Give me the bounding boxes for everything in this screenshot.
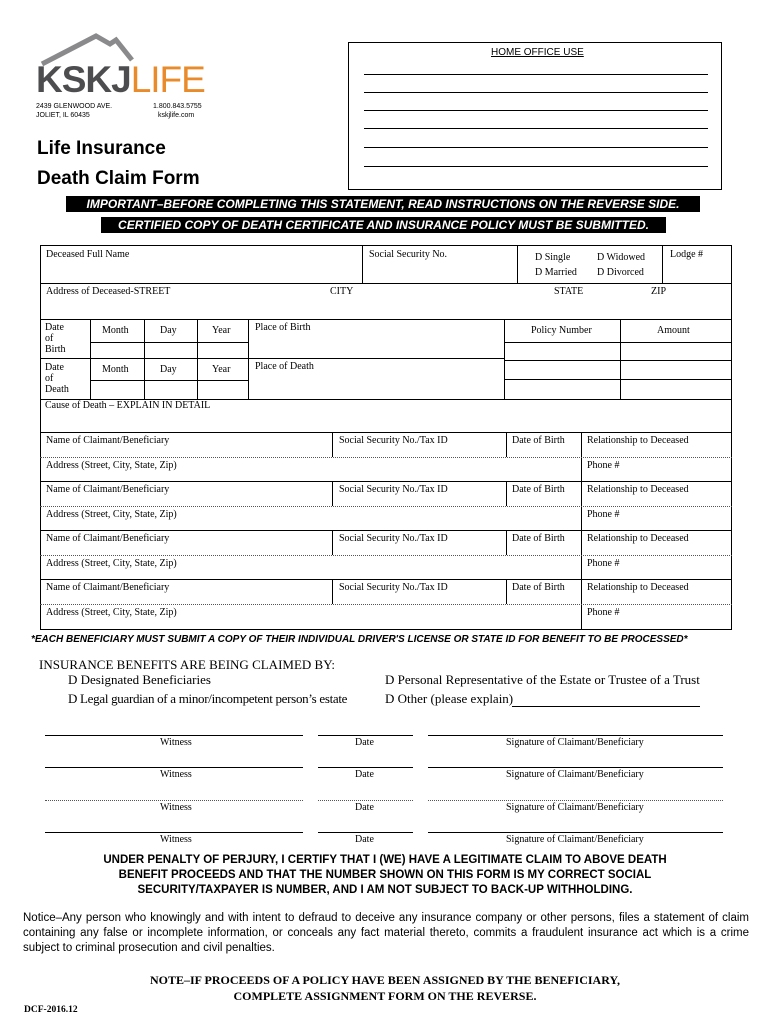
logo-wordmark bbox=[36, 60, 205, 100]
status-single-checkbox[interactable]: D Single bbox=[535, 252, 571, 263]
witness-2-line[interactable] bbox=[45, 767, 303, 768]
claimant-3-name-field[interactable]: Name of Claimant/Beneficiary bbox=[46, 533, 170, 544]
claimant-1-phone-field[interactable]: Phone # bbox=[587, 460, 620, 471]
witness-3-line[interactable] bbox=[45, 800, 303, 801]
beneficiary-id-note: *EACH BENEFICIARY MUST SUBMIT A COPY OF THEIR INDIVIDUAL DRIVER'S LICENSE OR STATE ID FOR BENEFIT TO BE PROCESSED* bbox=[31, 634, 688, 645]
claimant-4-relationship-field[interactable]: Relationship to Deceased bbox=[587, 582, 689, 593]
claimant-4-dob-field[interactable]: Date of Birth bbox=[512, 582, 565, 593]
perjury-line-3: SECURITY/TAXPAYER IS NUMBER, AND I AM NOT SUBJECT TO BACK-UP WITHHOLDING. bbox=[137, 884, 633, 896]
other-explain-input[interactable] bbox=[512, 706, 700, 707]
signature-3-label: Signature of Claimant/Beneficiary bbox=[506, 802, 644, 813]
amount-header: Amount bbox=[657, 325, 690, 336]
claimant-2-ssn-field[interactable]: Social Security No./Tax ID bbox=[339, 484, 448, 495]
claimant-3-address-field[interactable]: Address (Street, City, State, Zip) bbox=[46, 558, 177, 569]
deceased-street-field[interactable]: Address of Deceased-STREET bbox=[46, 286, 171, 297]
policy-number-header: Policy Number bbox=[531, 325, 592, 336]
logo-life: LIFE bbox=[130, 59, 205, 100]
logo-web: kskjlife.com bbox=[158, 112, 195, 119]
signature-1-label: Signature of Claimant/Beneficiary bbox=[506, 737, 644, 748]
signature-2-line[interactable] bbox=[428, 767, 723, 768]
cause-of-death-field[interactable]: Cause of Death – EXPLAIN IN DETAIL bbox=[45, 400, 211, 411]
home-office-line-6[interactable] bbox=[364, 166, 708, 167]
date-of-death-label: Date of Death bbox=[45, 362, 69, 395]
claimant-4-phone-field[interactable]: Phone # bbox=[587, 607, 620, 618]
form-code: DCF-2016.12 bbox=[24, 1005, 78, 1015]
date-2-line[interactable] bbox=[318, 767, 413, 768]
logo-kskj: KSKJ bbox=[36, 59, 131, 100]
claimant-1-relationship-field[interactable]: Relationship to Deceased bbox=[587, 435, 689, 446]
home-office-line-5[interactable] bbox=[364, 147, 708, 148]
claimant-3-phone-field[interactable]: Phone # bbox=[587, 558, 620, 569]
witness-4-line[interactable] bbox=[45, 832, 303, 833]
assignment-note-line-1: NOTE–IF PROCEEDS OF A POLICY HAVE BEEN ASSIGNED BY THE BENEFICIARY, bbox=[149, 973, 621, 987]
signature-1-line[interactable] bbox=[428, 735, 723, 736]
date-1-line[interactable] bbox=[318, 735, 413, 736]
deceased-state-field[interactable]: STATE bbox=[554, 286, 584, 297]
assignment-note bbox=[60, 972, 710, 1004]
company-logo bbox=[36, 30, 206, 125]
assignment-note-line-2: COMPLETE ASSIGNMENT FORM ON THE REVERSE. bbox=[233, 989, 537, 1003]
place-of-birth-field[interactable]: Place of Birth bbox=[255, 322, 311, 333]
status-divorced-checkbox[interactable]: D Divorced bbox=[597, 267, 644, 278]
logo-address-2: JOLIET, IL 60435 bbox=[36, 112, 90, 119]
date-4-line[interactable] bbox=[318, 832, 413, 833]
signature-3-line[interactable] bbox=[428, 800, 723, 801]
signature-4-line[interactable] bbox=[428, 832, 723, 833]
claimant-1-name-field[interactable]: Name of Claimant/Beneficiary bbox=[46, 435, 170, 446]
form-title-line2: Death Claim Form bbox=[37, 168, 200, 189]
date-3-label: Date bbox=[355, 802, 374, 813]
personal-representative-checkbox[interactable]: D Personal Representative of the Estate or Trustee of a Trust bbox=[385, 672, 700, 687]
home-office-line-4[interactable] bbox=[364, 128, 708, 129]
claimant-1-ssn-field[interactable]: Social Security No./Tax ID bbox=[339, 435, 448, 446]
home-office-label: HOME OFFICE USE bbox=[491, 47, 584, 58]
perjury-line-1: UNDER PENALTY OF PERJURY, I CERTIFY THAT I (WE) HAVE A LEGITIMATE CLAIM TO ABOVE DEATH bbox=[103, 854, 667, 866]
witness-3-label: Witness bbox=[160, 802, 192, 813]
witness-2-label: Witness bbox=[160, 769, 192, 780]
claimant-4-name-field[interactable]: Name of Claimant/Beneficiary bbox=[46, 582, 170, 593]
witness-1-line[interactable] bbox=[45, 735, 303, 736]
date-4-label: Date bbox=[355, 834, 374, 845]
deceased-name-field[interactable]: Deceased Full Name bbox=[46, 249, 130, 260]
status-married-checkbox[interactable]: D Married bbox=[535, 267, 577, 278]
claimant-2-address-field[interactable]: Address (Street, City, State, Zip) bbox=[46, 509, 177, 520]
claimant-1-dob-field[interactable]: Date of Birth bbox=[512, 435, 565, 446]
date-2-label: Date bbox=[355, 769, 374, 780]
status-widowed-checkbox[interactable]: D Widowed bbox=[597, 252, 646, 263]
claimant-2-relationship-field[interactable]: Relationship to Deceased bbox=[587, 484, 689, 495]
instruction-banner: IMPORTANT–BEFORE COMPLETING THIS STATEMENT, READ INSTRUCTIONS ON THE REVERSE SIDE. bbox=[66, 196, 700, 212]
deceased-section bbox=[40, 245, 733, 631]
date-of-birth-label: Date of Birth bbox=[45, 322, 66, 355]
deceased-ssn-field[interactable]: Social Security No. bbox=[369, 249, 448, 260]
claimant-3-relationship-field[interactable]: Relationship to Deceased bbox=[587, 533, 689, 544]
date-3-line[interactable] bbox=[318, 800, 413, 801]
claimant-3-dob-field[interactable]: Date of Birth bbox=[512, 533, 565, 544]
dob-year-field[interactable]: Year bbox=[212, 325, 231, 336]
claimant-3-ssn-field[interactable]: Social Security No./Tax ID bbox=[339, 533, 448, 544]
home-office-box bbox=[348, 42, 722, 190]
claimant-2-name-field[interactable]: Name of Claimant/Beneficiary bbox=[46, 484, 170, 495]
signature-4-label: Signature of Claimant/Beneficiary bbox=[506, 834, 644, 845]
date-1-label: Date bbox=[355, 737, 374, 748]
certificate-banner: CERTIFIED COPY OF DEATH CERTIFICATE AND INSURANCE POLICY MUST BE SUBMITTED. bbox=[101, 217, 666, 233]
claimant-2-dob-field[interactable]: Date of Birth bbox=[512, 484, 565, 495]
home-office-line-1[interactable] bbox=[364, 74, 708, 75]
lodge-field[interactable]: Lodge # bbox=[670, 249, 704, 260]
claimant-4-ssn-field[interactable]: Social Security No./Tax ID bbox=[339, 582, 448, 593]
dob-day-field[interactable]: Day bbox=[160, 325, 177, 336]
home-office-line-2[interactable] bbox=[364, 92, 708, 93]
perjury-statement bbox=[40, 853, 730, 898]
witness-1-label: Witness bbox=[160, 737, 192, 748]
other-checkbox[interactable]: D Other (please explain) bbox=[385, 691, 514, 706]
benefits-heading: INSURANCE BENEFITS ARE BEING CLAIMED BY: bbox=[39, 657, 336, 672]
logo-address-1: 2439 GLENWOOD AVE. bbox=[36, 103, 113, 110]
place-of-death-field[interactable]: Place of Death bbox=[255, 361, 314, 372]
signature-2-label: Signature of Claimant/Beneficiary bbox=[506, 769, 644, 780]
legal-guardian-checkbox[interactable]: D Legal guardian of a minor/incompetent person’s estate bbox=[68, 691, 348, 706]
form-title-line1: Life Insurance bbox=[37, 138, 166, 159]
perjury-line-2: BENEFIT PROCEEDS AND THAT THE NUMBER SHOWN ON THIS FORM IS MY CORRECT SOCIAL bbox=[118, 869, 652, 881]
claimant-2-phone-field[interactable]: Phone # bbox=[587, 509, 620, 520]
dod-month-field[interactable]: Month bbox=[102, 364, 129, 375]
dod-year-field[interactable]: Year bbox=[212, 364, 231, 375]
deceased-city-field[interactable]: CITY bbox=[330, 286, 354, 297]
deceased-zip-field[interactable]: ZIP bbox=[651, 286, 666, 297]
claimant-4-address-field[interactable]: Address (Street, City, State, Zip) bbox=[46, 607, 177, 618]
witness-4-label: Witness bbox=[160, 834, 192, 845]
designated-beneficiaries-checkbox[interactable]: D Designated Beneficiaries bbox=[68, 672, 211, 687]
claimant-1-address-field[interactable]: Address (Street, City, State, Zip) bbox=[46, 460, 177, 471]
fraud-notice: Notice–Any person who knowingly and with intent to defraud to deceive any insurance company or other persons, files a statement of claim containing any false or incomplete information, or conceals any fact material thereto, commits a fraudulent insurance act which is a crime subject to criminal prosecution and civil penalties. bbox=[23, 912, 749, 954]
logo-phone: 1.800.843.5755 bbox=[153, 103, 202, 110]
home-office-line-3[interactable] bbox=[364, 110, 708, 111]
dob-month-field[interactable]: Month bbox=[102, 325, 129, 336]
dod-day-field[interactable]: Day bbox=[160, 364, 177, 375]
